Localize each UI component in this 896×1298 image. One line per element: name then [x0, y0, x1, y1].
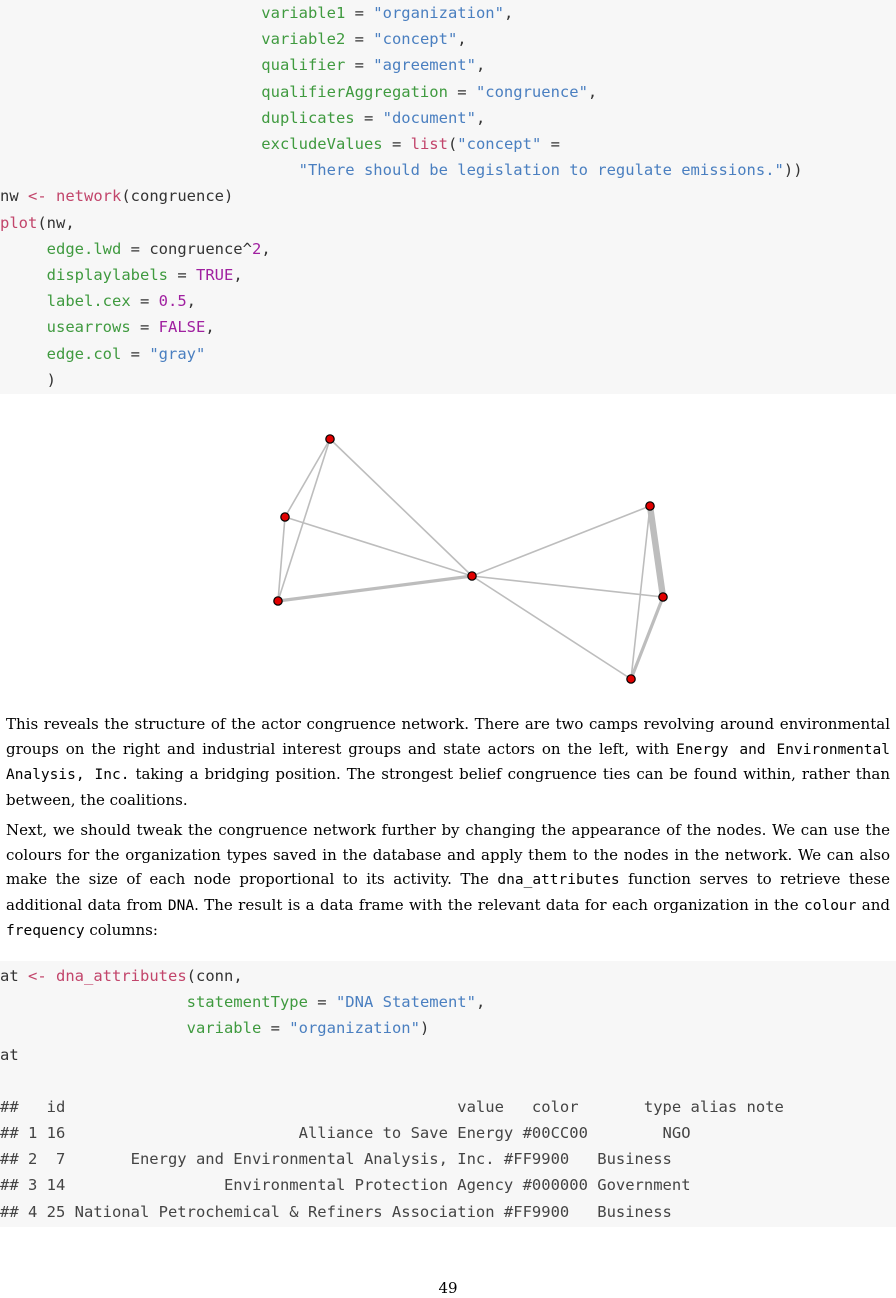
code-token	[0, 109, 261, 127]
code-token: plot	[0, 213, 38, 232]
network-edge	[330, 439, 472, 576]
code-line	[0, 52, 896, 78]
code-token	[47, 967, 56, 985]
code-token: edge.lwd	[46, 239, 122, 258]
code-token: "concept"	[457, 135, 542, 154]
code-line	[0, 367, 896, 393]
code-line	[0, 79, 896, 105]
code-text	[0, 961, 896, 1068]
code-line	[0, 1015, 896, 1041]
code-token: variable	[186, 1019, 262, 1038]
code-token: at	[0, 967, 28, 985]
text-run: function serves to retrieve these additional data from	[6, 870, 890, 914]
code-token: variable2	[261, 30, 346, 49]
code-line	[0, 262, 896, 288]
code-token: "There should be legislation to regulate emissions."	[298, 161, 784, 180]
code-token: ,	[475, 56, 486, 75]
code-token: "agreement"	[373, 56, 476, 75]
code-token: "organization"	[373, 4, 504, 22]
code-block-network-plot	[0, 0, 896, 394]
code-token: ,	[587, 82, 598, 101]
code-line	[0, 157, 896, 183]
text-run: Next, we should tweak the congruence network further by changing the appearance of the nodes. We can use the colours for the organization types saved in the database and apply them to the nodes in the network. We can also make the size of each node proportional to its activity. The	[6, 821, 890, 888]
code-token	[0, 318, 47, 336]
code-line	[0, 105, 896, 131]
network-edge	[285, 439, 330, 517]
code-token: "organization"	[289, 1019, 420, 1038]
code-token	[0, 292, 47, 310]
code-token: =	[345, 4, 374, 22]
text-run: taking a bridging position. The strongest belief congruence ties can be found within, rather than between, the coalitions.	[6, 765, 890, 809]
output-line: ## id value color type alias note	[0, 1097, 784, 1116]
code-token: FALSE	[158, 318, 206, 337]
code-token	[0, 83, 261, 101]
text-run: This reveals the structure of the actor congruence network. There are two camps revolving around environmental groups on the right and industrial interest groups and state actors on the left, with	[6, 715, 890, 758]
inline-code: colour	[804, 897, 857, 914]
code-token	[0, 56, 261, 74]
code-token: list	[410, 135, 448, 154]
code-token: at	[0, 1045, 19, 1064]
code-token: =	[121, 344, 150, 363]
code-token: ,	[503, 4, 514, 22]
code-text	[0, 0, 896, 393]
code-token: ,	[186, 292, 197, 311]
code-token: 2	[251, 239, 262, 258]
code-token: =	[130, 318, 159, 337]
code-token: =	[354, 108, 383, 127]
paragraph-network-structure	[6, 712, 890, 812]
inline-code: DNA	[167, 897, 195, 914]
code-line	[0, 963, 896, 989]
code-token: TRUE	[196, 266, 234, 285]
code-line	[0, 131, 896, 157]
code-token: =	[447, 82, 476, 101]
code-line	[0, 0, 896, 26]
output-line: ## 2 7 Energy and Environmental Analysis, Inc. #FF9900 Business	[0, 1150, 672, 1169]
code-token: "document"	[382, 108, 476, 127]
code-token	[0, 993, 187, 1011]
code-token: variable1	[261, 4, 346, 22]
network-edge	[285, 517, 472, 576]
code-token: network	[56, 187, 122, 206]
code-token: ,	[475, 108, 486, 127]
code-token: =	[307, 993, 336, 1012]
code-token: displaylabels	[46, 266, 168, 285]
paragraph-node-attributes	[6, 818, 890, 944]
code-token: (congruence)	[121, 187, 234, 206]
code-token	[0, 30, 261, 48]
code-token: (conn,	[186, 967, 243, 985]
code-token: <-	[28, 187, 47, 206]
code-token: "gray"	[149, 344, 206, 363]
network-node	[326, 435, 334, 443]
code-line	[0, 210, 896, 236]
network-node	[627, 675, 635, 683]
code-token: "DNA Statement"	[335, 993, 476, 1012]
code-token	[0, 266, 47, 284]
code-line	[0, 989, 896, 1015]
code-token: qualifierAggregation	[261, 82, 448, 101]
network-node	[646, 502, 654, 510]
code-token: =	[345, 56, 374, 75]
code-line	[0, 341, 896, 367]
code-line	[0, 26, 896, 52]
network-edge	[650, 506, 663, 597]
code-token: statementType	[186, 993, 308, 1012]
code-token: edge.col	[46, 344, 122, 363]
code-token	[0, 345, 47, 363]
code-token	[0, 135, 261, 153]
code-line	[0, 314, 896, 340]
congruence-network-plot	[0, 410, 896, 695]
page-number: 49	[438, 1279, 458, 1297]
code-token: qualifier	[261, 56, 346, 75]
code-line	[0, 183, 896, 209]
text-run: columns:	[84, 921, 158, 939]
code-token: ,	[205, 318, 215, 337]
network-node	[274, 597, 282, 605]
output-text	[0, 1094, 896, 1225]
code-token: "concept"	[373, 30, 458, 49]
code-token: ,	[233, 266, 243, 285]
code-token: ,	[457, 30, 467, 49]
code-token	[0, 161, 299, 179]
text-run: . The result is a data frame with the relevant data for each organization in the	[194, 895, 804, 914]
inline-code: frequency	[6, 923, 85, 939]
text-run: and	[856, 895, 890, 914]
code-token: )	[419, 1019, 430, 1038]
code-token: (	[447, 135, 458, 154]
code-token: label.cex	[46, 292, 131, 311]
code-token: =	[130, 292, 159, 311]
output-line: ## 1 16 Alliance to Save Energy #00CC00 NGO	[0, 1124, 691, 1143]
code-line	[0, 1042, 896, 1068]
code-token: "congruence"	[475, 82, 588, 101]
code-token: (nw,	[37, 213, 75, 232]
code-token: duplicates	[261, 108, 355, 127]
code-token	[0, 1019, 187, 1037]
code-token	[47, 187, 56, 205]
code-token: )	[0, 370, 56, 389]
code-token: nw	[0, 187, 28, 206]
code-token: 0.5	[158, 292, 187, 311]
code-token	[0, 240, 47, 258]
code-token: =	[382, 135, 411, 154]
output-line: ## 3 14 Environmental Protection Agency #000000 Government	[0, 1176, 691, 1195]
output-line: ## 4 25 National Petrochemical & Refiners Association #FF9900 Business	[0, 1202, 672, 1221]
network-node	[659, 593, 667, 601]
code-token: ,	[475, 993, 486, 1012]
code-token: =	[168, 266, 196, 285]
network-edge	[278, 576, 472, 601]
code-token: usearrows	[46, 318, 131, 337]
code-line	[0, 288, 896, 314]
network-edge	[472, 506, 650, 576]
network-node	[281, 513, 289, 521]
code-token: ))	[783, 161, 803, 180]
code-token: dna_attributes	[56, 967, 187, 985]
code-line	[0, 236, 896, 262]
inline-code: dna_attributes	[497, 872, 620, 888]
network-node	[468, 572, 476, 580]
code-token: = congruence^	[121, 239, 252, 258]
code-token: =	[541, 135, 560, 154]
code-token	[0, 4, 261, 22]
code-token: excludeValues	[261, 135, 383, 154]
code-token: =	[261, 1019, 290, 1038]
inline-code: Energy and Environmental Analysis, Inc.	[6, 741, 890, 783]
code-token: ,	[261, 239, 271, 258]
code-token: <-	[28, 967, 47, 985]
code-token: =	[345, 30, 374, 49]
code-block-dna-attributes	[0, 961, 896, 1227]
